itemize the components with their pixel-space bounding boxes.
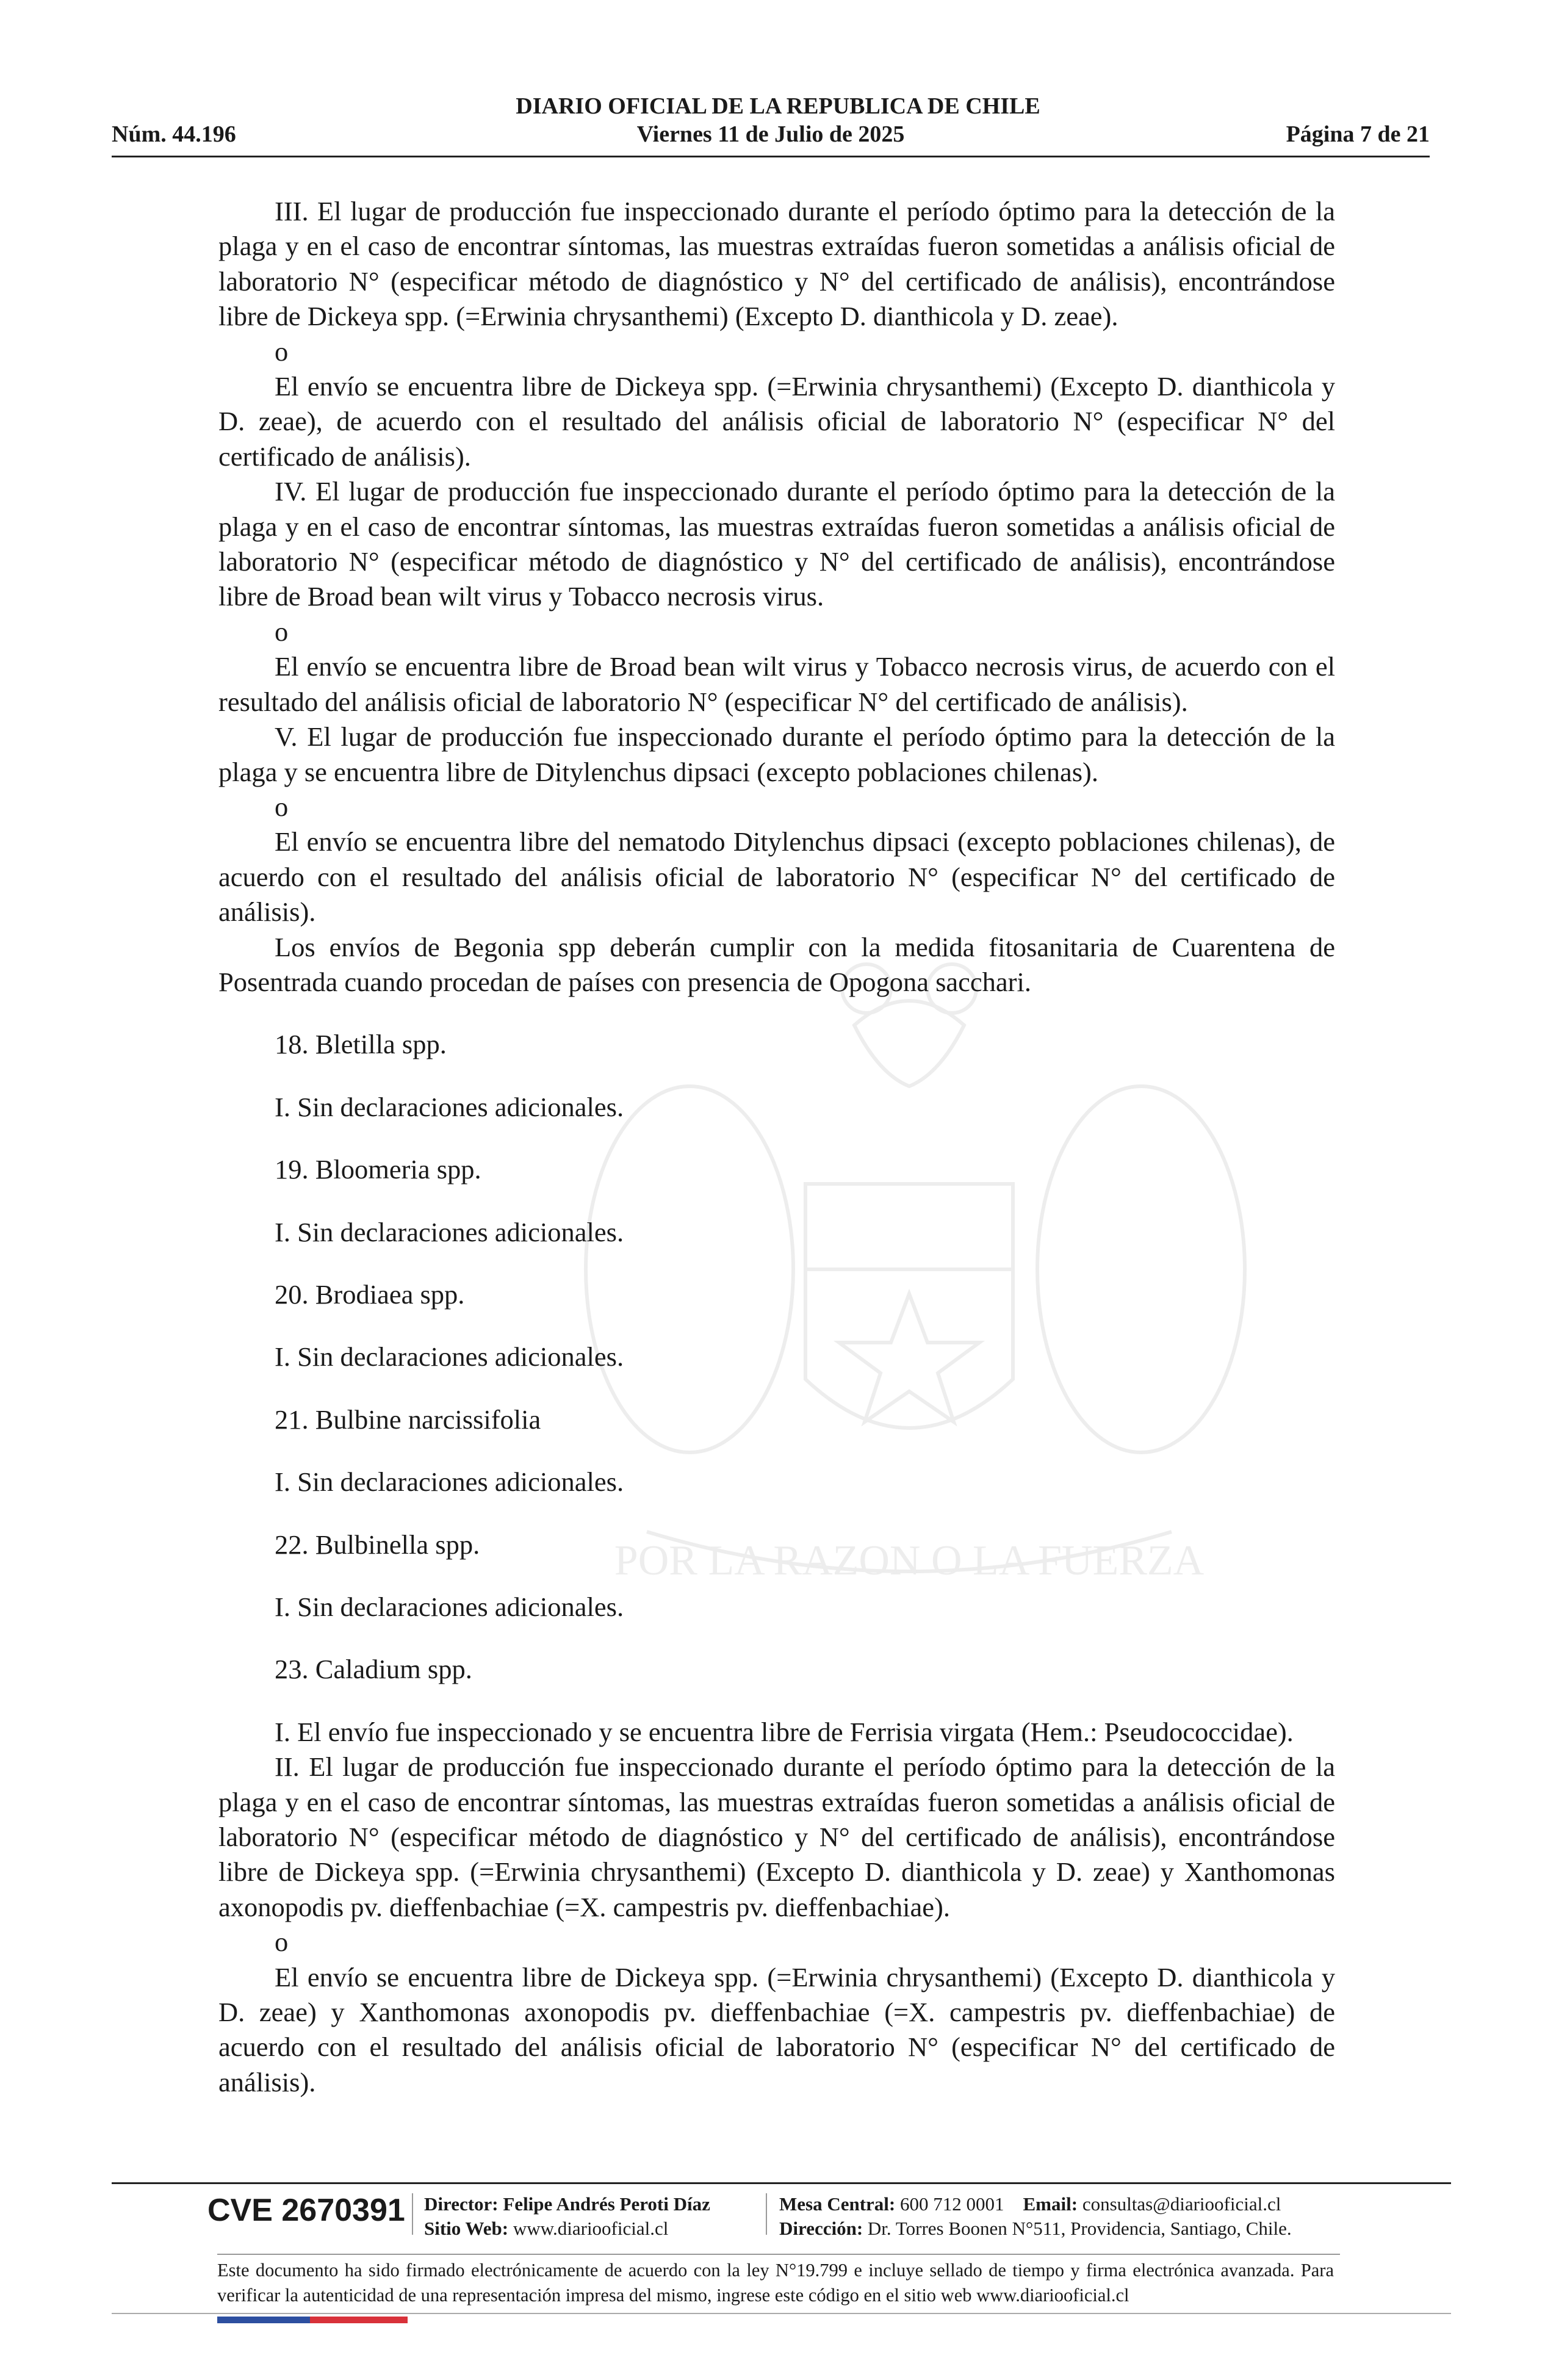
address-text: Dr. Torres Boonen N°511, Providencia, Santiago, Chile. <box>867 2218 1292 2239</box>
section-text: I. Sin declaraciones adicionales. <box>275 1466 624 1498</box>
mesa-label: Mesa Central: <box>779 2193 896 2215</box>
paragraph: El envío se encuentra libre de Broad bean wilt virus y Tobacco necrosis virus, de acuerdo con el resultado del análisis oficial de laboratorio N° (especificar N° del certificado de análisis). <box>218 651 1335 717</box>
paragraph: I. El envío fue inspeccionado y se encuentra libre de Ferrisia virgata (Hem.: Pseudococcidae). <box>275 1716 1294 1747</box>
paragraph: II. El lugar de producción fue inspeccionado durante el período óptimo para la detección de la plaga y en el caso de encontrar síntomas, las muestras extraídas fueron sometidas a análisis oficial de laboratorio N° (especificar método de diagnóstico y N° del certificado de análisis), encontrándose libre de Dickeya spp. (=Erwinia chrysanthemi) (Excepto D. dianthicola y D. zeae) y Xanthomonas axonopodis pv. dieffenbachiae (=X. campestris pv. dieffenbachiae). <box>218 1751 1335 1922</box>
paragraph: V. El lugar de producción fue inspeccionado durante el período óptimo para la detección de la plaga y se encuentra libre de Ditylenchus dipsaci (excepto poblaciones chilenas). <box>218 721 1335 787</box>
issue-number: Núm. 44.196 <box>112 121 236 147</box>
section-heading: 22. Bulbinella spp. <box>275 1529 480 1560</box>
watermark-motto: POR LA RAZON O LA FUERZA <box>614 1537 1205 1584</box>
page-number: Página 7 de 21 <box>1286 121 1430 147</box>
issue-date: Viernes 11 de Julio de 2025 <box>636 121 905 147</box>
footer-divider <box>112 2182 1451 2184</box>
footer-contact-block <box>779 2192 1292 2241</box>
section-heading: 18. Bletilla spp. <box>275 1029 447 1060</box>
flag-bar-blue <box>217 2317 310 2323</box>
paragraph: El envío se encuentra libre del nematodo Ditylenchus dipsaci (excepto poblaciones chilenas), de acuerdo con el resultado del análisis oficial de laboratorio N° (especificar N° del certificado de análisis). <box>218 826 1335 928</box>
header-row <box>112 121 1430 149</box>
section-text: I. Sin declaraciones adicionales. <box>275 1091 624 1122</box>
section-heading: 19. Bloomeria spp. <box>275 1154 481 1185</box>
newspaper-title: DIARIO OFICIAL DE LA REPUBLICA DE CHILE <box>516 93 1040 119</box>
email-link[interactable]: consultas@diariooficial.cl <box>1082 2193 1281 2215</box>
section-text: I. Sin declaraciones adicionales. <box>275 1216 624 1247</box>
paragraph: IV. El lugar de producción fue inspeccionado durante el período óptimo para la detección de la plaga y en el caso de encontrar síntomas, las muestras extraídas fueron sometidas a análisis oficial de laboratorio N° (especificar método de diagnóstico y N° del certificado de análisis), encontrándose libre de Broad bean wilt virus y Tobacco necrosis virus. <box>218 476 1335 612</box>
paragraph: III. El lugar de producción fue inspeccionado durante el período óptimo para la detección de la plaga y en el caso de encontrar síntomas, las muestras extraídas fueron sometidas a análisis oficial de laboratorio N° (especificar método de diagnóstico y N° del certificado de análisis), encontrándose libre de Dickeya spp. (=Erwinia chrysanthemi) (Excepto D. dianthicola y D. zeae). <box>218 196 1335 332</box>
paragraph-or: o <box>275 791 289 822</box>
legal-notice: Este documento ha sido firmado electrónicamente de acuerdo con la ley N°19.799 e incluye sellado de tiempo y firma electrónica avanzada. Para verificar la autenticidad de una representación impresa del mismo, ingrese este código en el sitio web www.diariooficial.cl <box>217 2260 1334 2306</box>
director-label: Director: <box>424 2193 499 2215</box>
section-heading: 21. Bulbine narcissifolia <box>275 1404 541 1435</box>
section-heading: 20. Brodiaea spp. <box>275 1278 465 1310</box>
flag-bar-red <box>310 2317 408 2323</box>
footer-separator <box>766 2193 767 2235</box>
mesa-phone: 600 712 0001 <box>900 2193 1004 2215</box>
paragraph: Los envíos de Begonia spp deberán cumplir con la medida fitosanitaria de Cuarentena de Posentrada cuando procedan de países con presencia de Opogona sacchari. <box>218 931 1335 997</box>
section-heading: 23. Caladium spp. <box>275 1654 472 1685</box>
document-body <box>218 194 1335 2100</box>
section-text: I. Sin declaraciones adicionales. <box>275 1592 624 1622</box>
address-label: Dirección: <box>779 2218 863 2239</box>
paragraph-or: o <box>275 1927 289 1958</box>
header-divider <box>112 156 1430 157</box>
section-text: I. Sin declaraciones adicionales. <box>275 1341 624 1372</box>
footer-director-block <box>424 2192 710 2241</box>
footer-bottom-divider <box>112 2313 1451 2314</box>
email-label: Email: <box>1023 2193 1078 2215</box>
director-name: Felipe Andrés Peroti Díaz <box>503 2193 710 2215</box>
paragraph: El envío se encuentra libre de Dickeya spp. (=Erwinia chrysanthemi) (Excepto D. dianthicola y D. zeae) y Xanthomonas axonopodis pv. dieffenbachiae (=X. campestris pv. dieffenbachiae) de acuerdo con el resultado del análisis oficial de laboratorio N° (especificar N° del certificado de análisis). <box>218 1961 1335 2097</box>
footer-separator <box>412 2193 413 2235</box>
footer-inner-divider <box>217 2254 1340 2255</box>
web-link[interactable]: www.diariooficial.cl <box>513 2218 669 2239</box>
cve-code: CVE 2670391 <box>207 2193 405 2228</box>
web-label: Sitio Web: <box>424 2218 509 2239</box>
paragraph-or: o <box>275 616 289 647</box>
paragraph-or: o <box>275 336 289 367</box>
paragraph: El envío se encuentra libre de Dickeya spp. (=Erwinia chrysanthemi) (Excepto D. dianthicola y D. zeae), de acuerdo con el resultado del análisis oficial de laboratorio N° (especificar N° del certificado de análisis). <box>218 371 1335 472</box>
